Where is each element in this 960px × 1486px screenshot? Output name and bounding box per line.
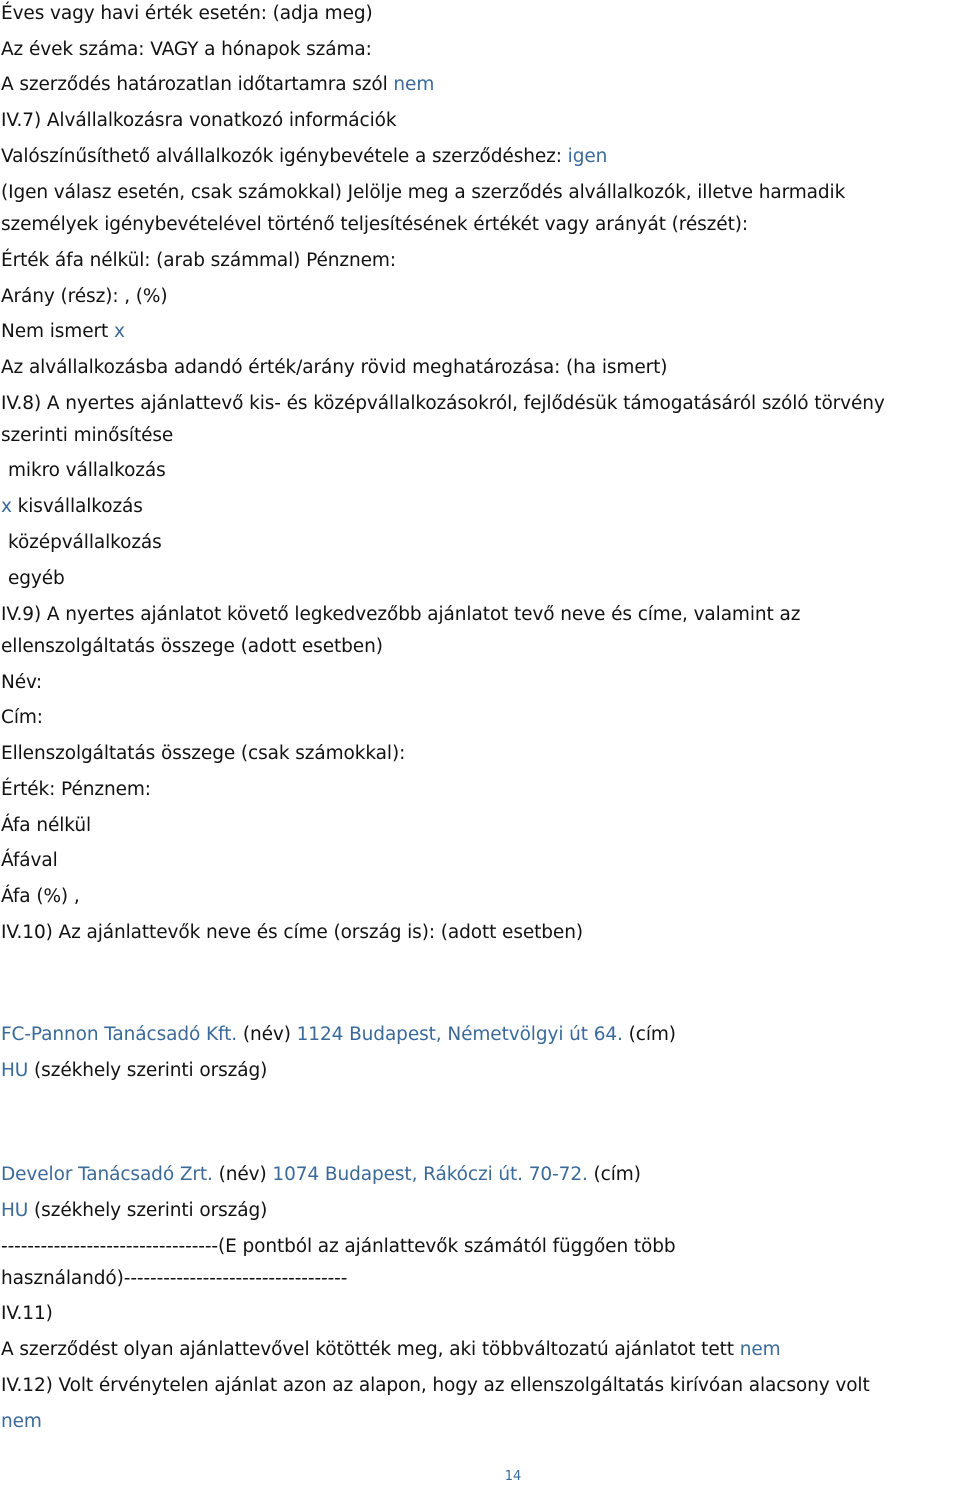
option-micro-enterprise: mikro vállalkozás <box>8 460 166 481</box>
line-iv8-continued: szerinti minősítése <box>1 425 174 446</box>
line-iv9-continued: ellenszolgáltatás összege (adott esetben) <box>1 636 383 657</box>
heading-iv12: IV.12) Volt érvénytelen ajánlat azon az alapon, hogy az ellenszolgáltatás kirívóan alacsony volt <box>1 1375 870 1396</box>
bidder-2-country-line: HU (székhely szerinti ország) <box>1 1200 268 1221</box>
bidder-1-line: FC-Pannon Tanácsadó Kft. (név) 1124 Budapest, Németvölgyi út 64. (cím) <box>1 1024 676 1045</box>
line-subcontractor-instruction-1: (Igen válasz esetén, csak számokkal) Jelölje meg a szerződés alvállalkozók, illetve harmadik <box>1 182 846 203</box>
page-number: 14 <box>504 1469 522 1484</box>
not-known-mark: x <box>113 321 125 342</box>
line-iv12-answer <box>1 1410 42 1434</box>
line-indefinite-term: A szerződés határozatlan időtartamra szól nem <box>1 74 435 95</box>
bidder-1-country-line: HU (székhely szerinti ország) <box>1 1060 268 1081</box>
bidder-2-country: HU <box>1 1200 29 1221</box>
heading-iv11: IV.11) <box>1 1303 53 1324</box>
bidder-1-address: 1124 Budapest, Németvölgyi út 64. <box>296 1024 623 1045</box>
line-value-currency: Érték: Pénznem: <box>1 779 151 800</box>
line-subcontractor-likely: Valószínűsíthető alvállalkozók igénybevétele a szerződéshez: igen <box>1 146 608 167</box>
line-name: Név: <box>1 672 42 693</box>
line-proportion: Arány (rész): , (%) <box>1 286 168 307</box>
variant-offer-value: nem <box>739 1339 781 1360</box>
line-years-months: Az évek száma: VAGY a hónapok száma: <box>1 39 372 60</box>
option-small-enterprise: x kisvállalkozás <box>1 496 143 517</box>
line-not-known: Nem ismert x <box>1 321 125 342</box>
line-separator-note-2: használandó)---------------------------------- <box>1 1268 348 1289</box>
option-medium-enterprise: középvállalkozás <box>8 532 162 553</box>
heading-iv8: IV.8) A nyertes ajánlattevő kis- és középvállalkozásokról, fejlődésük támogatásáról szóló törvény <box>1 393 885 414</box>
subcontractor-likely-value: igen <box>567 146 608 167</box>
line-separator-note-1: ---------------------------------(E pontból az ajánlattevők számától függően több <box>1 1236 676 1257</box>
bidder-1-country: HU <box>1 1060 29 1081</box>
line-annual-monthly-value: Éves vagy havi érték esetén: (adja meg) <box>1 3 373 24</box>
line-vat-percent: Áfa (%) , <box>1 886 80 907</box>
line-value-excl-vat: Érték áfa nélkül: (arab számmal) Pénznem: <box>1 250 396 271</box>
line-subcontract-description: Az alvállalkozásba adandó érték/arány rövid meghatározása: (ha ismert) <box>1 357 668 378</box>
line-consideration-amount: Ellenszolgáltatás összege (csak számokkal): <box>1 743 406 764</box>
heading-iv7: IV.7) Alvállalkozásra vonatkozó információk <box>1 110 397 131</box>
bidder-2-name: Develor Tanácsadó Zrt. <box>1 1164 213 1185</box>
line-variant-offer: A szerződést olyan ajánlattevővel kötötték meg, aki többváltozatú ajánlatot tett nem <box>1 1339 781 1360</box>
heading-iv10: IV.10) Az ajánlattevők neve és címe (ország is): (adott esetben) <box>1 922 583 943</box>
bidder-2-line: Develor Tanácsadó Zrt. (név) 1074 Budapest, Rákóczi út. 70-72. (cím) <box>1 1164 641 1185</box>
line-address: Cím: <box>1 707 43 728</box>
heading-iv9: IV.9) A nyertes ajánlatot követő legkedvezőbb ajánlatot tevő neve és címe, valamint az <box>1 604 801 625</box>
bidder-1-name: FC-Pannon Tanácsadó Kft. <box>1 1024 238 1045</box>
line-incl-vat: Áfával <box>1 850 58 871</box>
bidder-2-address: 1074 Budapest, Rákóczi út. 70-72. <box>272 1164 588 1185</box>
line-subcontractor-instruction-2: személyek igénybevételével történő teljesítésének értékét vagy arányát (részét): <box>1 214 748 235</box>
option-other: egyéb <box>8 568 65 589</box>
small-enterprise-mark: x <box>1 496 12 517</box>
line-excl-vat: Áfa nélkül <box>1 815 91 836</box>
abnormally-low-value: nem <box>1 1411 42 1432</box>
indefinite-term-value: nem <box>393 74 435 95</box>
